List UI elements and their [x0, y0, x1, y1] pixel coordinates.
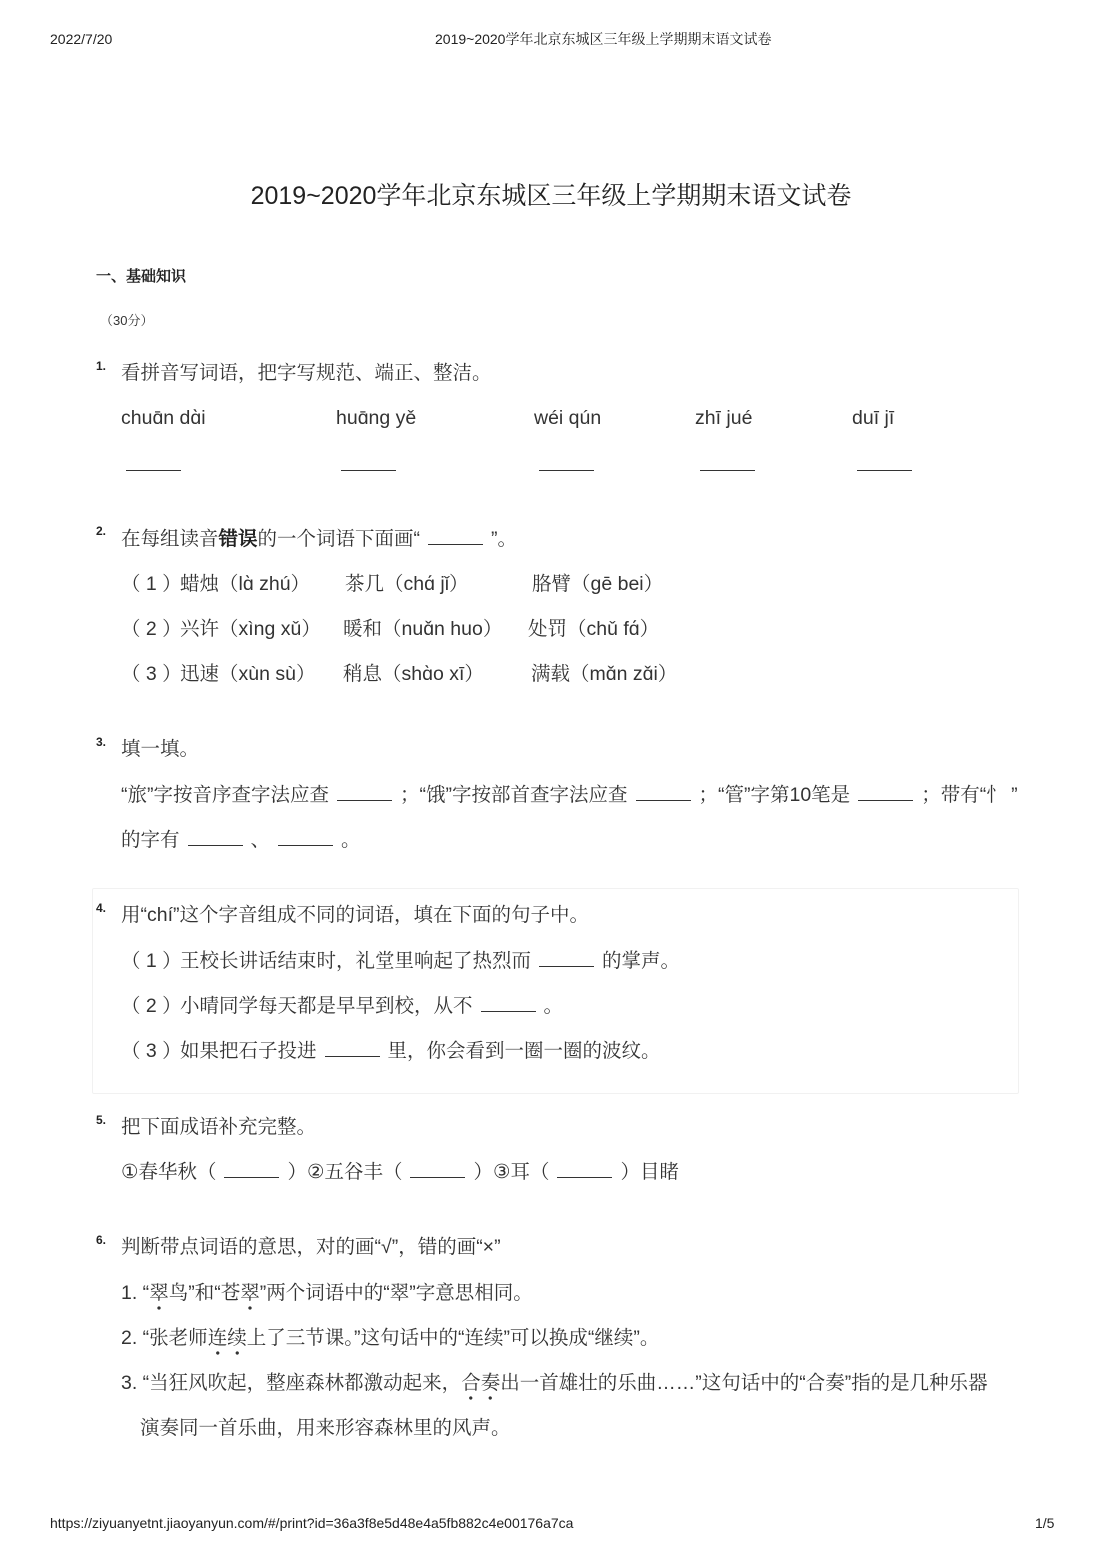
sentence-text: 。 [543, 995, 564, 1017]
row-label: （ 1 ） [121, 573, 182, 595]
exam-title: 2019~2020学年北京东城区三年级上学期期末语文试卷 [250, 182, 852, 210]
item-text: 2. “张老师 [121, 1327, 208, 1349]
word-option: 满载（mɑ̌n zɑ̌i） [531, 663, 678, 685]
print-url: https://ziyuanyetnt.jiaoyanyun.com/#/print?id=36a3f8e5d48e4a5fb882c4e00176a7ca [50, 1515, 574, 1531]
item-text: ”两个词语中的“翠”字意思相同。 [259, 1282, 533, 1304]
question-1-prompt: 看拼音写词语，把字写规范、端正、整洁。 [121, 362, 492, 384]
sentence [180, 949, 680, 973]
fill-text: 、 [250, 829, 271, 851]
question-number: 6. [96, 1233, 107, 1247]
question-3-prompt: 填一填。 [121, 738, 200, 760]
q6-item-1 [121, 1281, 533, 1305]
prompt-text: ”。 [491, 528, 518, 550]
sentence [180, 994, 563, 1018]
idiom-text: ①春华秋（ [121, 1161, 217, 1183]
fill-text: 。 [341, 829, 361, 851]
word-option: 稍息（shɑ̀o xī） [343, 663, 484, 685]
sentence-text: 小晴同学每天都是早早到校，从不 [180, 995, 473, 1017]
answer-blank [278, 844, 333, 846]
answer-blank [224, 1176, 279, 1178]
item-text: 1. “ [121, 1282, 150, 1304]
sentence-text: 里，你会看到一圈一圈的波纹。 [387, 1040, 661, 1062]
row-label: （ 2 ） [121, 618, 182, 640]
question-number: 1. [96, 359, 107, 373]
word-option: 蜡烛（lɑ̀ zhú） [180, 573, 311, 595]
q3-line-2 [121, 828, 361, 852]
answer-blank [410, 1176, 465, 1178]
question-5-prompt: 把下面成语补充完整。 [121, 1116, 317, 1138]
item-text: 3. “当狂风吹起，整座森林都激动起来， [121, 1372, 462, 1394]
print-date: 2022/7/20 [50, 31, 113, 47]
idiom-text: ）②五谷丰（ [287, 1161, 403, 1183]
fill-text: 的字有 [121, 829, 180, 851]
answer-blank [557, 1176, 612, 1178]
sentence-text: 的掌声。 [602, 950, 681, 972]
word-option: 迅速（xùn sù） [180, 663, 316, 685]
item-text: 上了三节课。”这句话中的“连续”可以换成“继续”。 [246, 1327, 660, 1349]
word-option: 处罚（chǔ fɑ́） [528, 618, 660, 640]
row-label: （ 2 ） [121, 995, 182, 1017]
pinyin-4: zhī jué [695, 407, 753, 429]
answer-blank [539, 470, 594, 471]
question-number: 2. [96, 524, 107, 538]
row-label: （ 3 ） [121, 1040, 182, 1062]
prompt-text: 在每组读音 [121, 528, 219, 550]
word-option: 茶几（chɑ́ jǐ） [345, 573, 469, 595]
answer-blank [337, 799, 392, 801]
underline-sample [428, 543, 483, 545]
fill-text: ；带有“忄 ” [921, 784, 1018, 806]
row-label: （ 3 ） [121, 663, 182, 685]
pinyin-1: chuɑ̄n dɑ̀i [121, 407, 206, 429]
question-6-prompt: 判断带点词语的意思，对的画“√”，错的画“×” [121, 1236, 501, 1258]
answer-blank [636, 799, 691, 801]
prompt-keyword: 错误 [218, 528, 258, 550]
q3-line-1 [121, 783, 1018, 807]
item-text: 鸟”和“苍 [168, 1282, 241, 1304]
word-option: 胳臂（gē bei） [532, 573, 664, 595]
answer-blank [126, 470, 181, 471]
page-number: 1/5 [1035, 1515, 1055, 1531]
answer-blank [539, 965, 594, 967]
answer-blank [341, 470, 396, 471]
dotted-word: 连续 [208, 1327, 247, 1356]
prompt-text: 的一个词语下面画“ [257, 528, 421, 550]
sentence-text: 王校长讲话结束时，礼堂里响起了热烈而 [180, 950, 532, 972]
idiom-text: ）③耳（ [473, 1161, 550, 1183]
question-number: 4. [96, 901, 107, 915]
pinyin-5: duī jī [852, 407, 895, 429]
fill-text: ；“饿”字按部首查字法应查 [400, 784, 628, 806]
idiom-text: ）目睹 [620, 1161, 679, 1183]
question-number: 5. [96, 1113, 107, 1127]
answer-blank [325, 1055, 380, 1057]
fill-text: ；“管”字第10笔是 [698, 784, 851, 806]
word-option: 暖和（nuɑ̌n huo） [343, 618, 503, 640]
section-score: （30分） [100, 313, 154, 328]
answer-blank [188, 844, 243, 846]
item-text: 出一首雄壮的乐曲……”这句话中的“合奏”指的是几种乐器 [500, 1372, 988, 1394]
answer-blank [858, 799, 913, 801]
dotted-word: 翠 [149, 1282, 169, 1311]
pinyin-3: wéi qún [534, 407, 602, 429]
sentence-text: 如果把石子投进 [180, 1040, 317, 1062]
question-number: 3. [96, 735, 107, 749]
section-title: 一、基础知识 [96, 268, 187, 285]
dotted-word: 合奏 [461, 1372, 500, 1401]
fill-text: “旅”字按音序查字法应查 [121, 784, 329, 806]
answer-blank [857, 470, 912, 471]
pinyin-2: huɑ̄ng yě [336, 407, 417, 429]
q6-item-3-continuation: 演奏同一首乐曲，用来形容森林里的风声。 [140, 1417, 511, 1439]
answer-blank [700, 470, 755, 471]
sentence [180, 1039, 661, 1063]
q5-idioms [121, 1160, 679, 1184]
q6-item-2 [121, 1326, 659, 1350]
word-option: 兴许（xìng xǔ） [180, 618, 321, 640]
answer-blank [481, 1010, 536, 1012]
q6-item-3 [121, 1371, 988, 1395]
row-label: （ 1 ） [121, 950, 182, 972]
print-header-title: 2019~2020学年北京东城区三年级上学期期末语文试卷 [435, 31, 772, 47]
question-4-prompt: 用“chí”这个字音组成不同的词语，填在下面的句子中。 [121, 904, 590, 926]
question-2-prompt [121, 527, 517, 551]
dotted-word: 翠 [240, 1282, 260, 1311]
